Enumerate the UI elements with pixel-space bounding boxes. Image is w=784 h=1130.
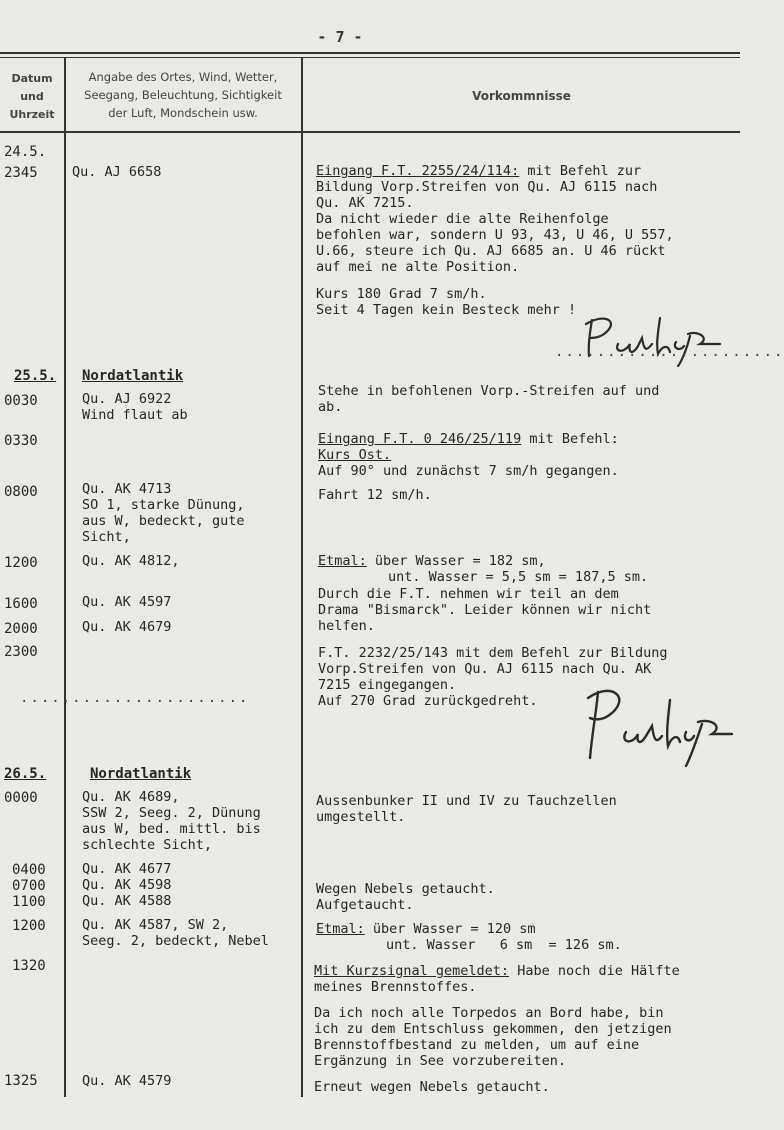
event-0030-line: Stehe in befohlenen Vorp.-Streifen auf und [318,383,660,399]
time-2345: 2345 [4,165,38,181]
time-1600: 1600 [4,596,38,612]
header-date-column [2,70,62,124]
time-0700: 0700 [12,878,46,894]
event-2345-line: Seit 4 Tagen kein Besteck mehr ! [316,302,577,318]
position-1600: Qu. AK 4597 [82,594,172,610]
top-rule [0,52,740,54]
event-0030-line: ab. [318,399,343,415]
position-1200: Qu. AK 4812, [82,553,180,569]
weather-0000: aus W, bed. mittl. bis [82,821,261,837]
header-date-line: Uhrzeit [9,108,55,121]
event-1320-line: Brennstoffbestand zu melden, um auf eine [314,1037,640,1053]
location-26-5: Nordatlantik [90,766,192,782]
event-1600-line: Durch die F.T. nehmen wir teil an dem [318,586,619,602]
event-2345-heading: Eingang F.T. 2255/24/114: [316,163,520,179]
time-0800: 0800 [4,484,38,500]
weather-0000: SSW 2, Seeg. 2, Dünung [82,805,261,821]
time-1325: 1325 [4,1073,38,1089]
event-0000-line: Aussenbunker II und IV zu Tauchzellen [316,793,617,809]
event-2345-line: Qu. AK 7215. [316,195,414,211]
event-0330-heading-rest: mit Befehl: [521,431,619,447]
event-2345-line: Bildung Vorp.Streifen von Qu. AJ 6115 nach [316,179,658,195]
event-1320-line: meines Brennstoffes. [314,979,477,995]
event-2345-line: Kurs 180 Grad 7 sm/h. [316,286,487,302]
event-2345-line: U.66, steure ich Qu. AJ 6685 an. U 46 rückt [316,243,666,259]
date-24-5: 24.5. [4,144,47,160]
position-1100: Qu. AK 4588 [82,893,172,909]
time-1320: 1320 [12,958,46,974]
weather-1200: Seeg. 2, bedeckt, Nebel [82,933,269,949]
header-date-line: Datum [11,72,53,85]
event-0330-line: Auf 90° und zunächst 7 sm/h gegangen. [318,463,619,479]
header-date-line: und [20,90,44,103]
event-1320-line: Da ich noch alle Torpedos an Bord habe, bin [314,1005,664,1021]
time-0030: 0030 [4,393,38,409]
column-divider-1 [64,57,66,1097]
header-location-column [66,68,300,122]
event-0330-line: Kurs Ost. [318,447,392,463]
column-divider-2 [301,57,303,1097]
event-1320-line: Ergänzung in See vorzubereiten. [314,1053,566,1069]
weather-0800: SO 1, starke Dünung, [82,497,245,513]
event-0330-line [318,432,619,448]
event-1320-line [314,964,680,980]
event-2345-line: Da nicht wieder die alte Reihenfolge [316,211,609,227]
time-0330: 0330 [4,433,38,449]
event-2300-line: 7215 eingegangen. [318,677,457,693]
event-0700: Wegen Nebels getaucht. [316,881,495,897]
commander-signature [570,680,740,770]
event-2345-line [316,164,641,180]
header-location-line: Seegang, Beleuchtung, Sichtigkeit [84,88,282,102]
event-2300-line: Auf 270 Grad zurückgedreht. [318,693,538,709]
event-2345-line: befohlen war, sondern U 93, 43, U 46, U 557, [316,227,674,243]
position-0030: Qu. AJ 6922 [82,391,172,407]
header-location-line: Angabe des Ortes, Wind, Wetter, [88,70,278,84]
time-2000: 2000 [4,621,38,637]
day-separator-dotted-line: ...................... [20,690,250,706]
weather-0000: schlechte Sicht, [82,837,213,853]
date-25-5: 25.5. [14,368,57,384]
event-1325: Erneut wegen Nebels getaucht. [314,1079,550,1095]
event-1320-line: ich zu dem Entschluss gekommen, den jetzigen [314,1021,672,1037]
position-0800: Qu. AK 4713 [82,481,172,497]
etmal-label: Etmal: [318,553,367,569]
signature-dotted-line: ...................... [555,344,784,360]
top-rule-2 [0,57,740,58]
weather-0030: Wind flaut ab [82,407,188,423]
event-1100: Aufgetaucht. [316,897,414,913]
event-2300-line: Vorp.Streifen von Qu. AJ 6115 nach Qu. AK [318,661,652,677]
time-0400: 0400 [12,862,46,878]
event-1200-line: unt. Wasser = 5,5 sm = 187,5 sm. [388,569,649,585]
etmal-value: über Wasser = 182 sm, [366,553,546,569]
event-1200-line: unt. Wasser 6 sm = 126 sm. [386,937,622,953]
event-1200-line [316,922,535,938]
weather-0800: aus W, bedeckt, gute [82,513,245,529]
location-25-5: Nordatlantik [82,368,184,384]
position-2345: Qu. AJ 6658 [72,164,162,180]
time-1200: 1200 [12,918,46,934]
event-2300-line: F.T. 2232/25/143 mit dem Befehl zur Bildung [318,645,668,661]
etmal-value: über Wasser = 120 sm [364,921,536,937]
time-0000: 0000 [4,790,38,806]
event-1200-line [318,554,546,570]
event-2000: helfen. [318,618,375,634]
event-0330-heading: Eingang F.T. 0 246/25/119 [318,431,522,447]
event-2345-line: auf mei ne alte Position. [316,259,520,275]
etmal-label: Etmal: [316,921,365,937]
position-2000: Qu. AK 4679 [82,619,172,635]
time-1100: 1100 [12,894,46,910]
event-1320-heading: Mit Kurzsignal gemeldet: [314,963,510,979]
header-location-line: der Luft, Mondschein usw. [108,106,258,120]
event-1600-line: Drama "Bismarck". Leider können wir nicht [318,602,652,618]
event-0800: Fahrt 12 sm/h. [318,487,432,503]
header-events-column: Vorkommnisse [472,89,571,103]
page-number: - 7 - [317,28,363,46]
time-2300: 2300 [4,644,38,660]
event-1320-heading-rest: Habe noch die Hälfte [509,963,680,979]
position-0700: Qu. AK 4598 [82,877,172,893]
event-0000-line: umgestellt. [316,809,406,825]
position-0400: Qu. AK 4677 [82,861,172,877]
date-26-5: 26.5. [4,766,47,782]
weather-0800: Sicht, [82,529,131,545]
event-2345-heading-rest: mit Befehl zur [519,163,642,179]
time-1200: 1200 [4,555,38,571]
position-0000: Qu. AK 4689, [82,789,180,805]
header-bottom-rule [0,131,740,133]
position-1200: Qu. AK 4587, SW 2, [82,917,229,933]
position-1325: Qu. AK 4579 [82,1073,172,1089]
